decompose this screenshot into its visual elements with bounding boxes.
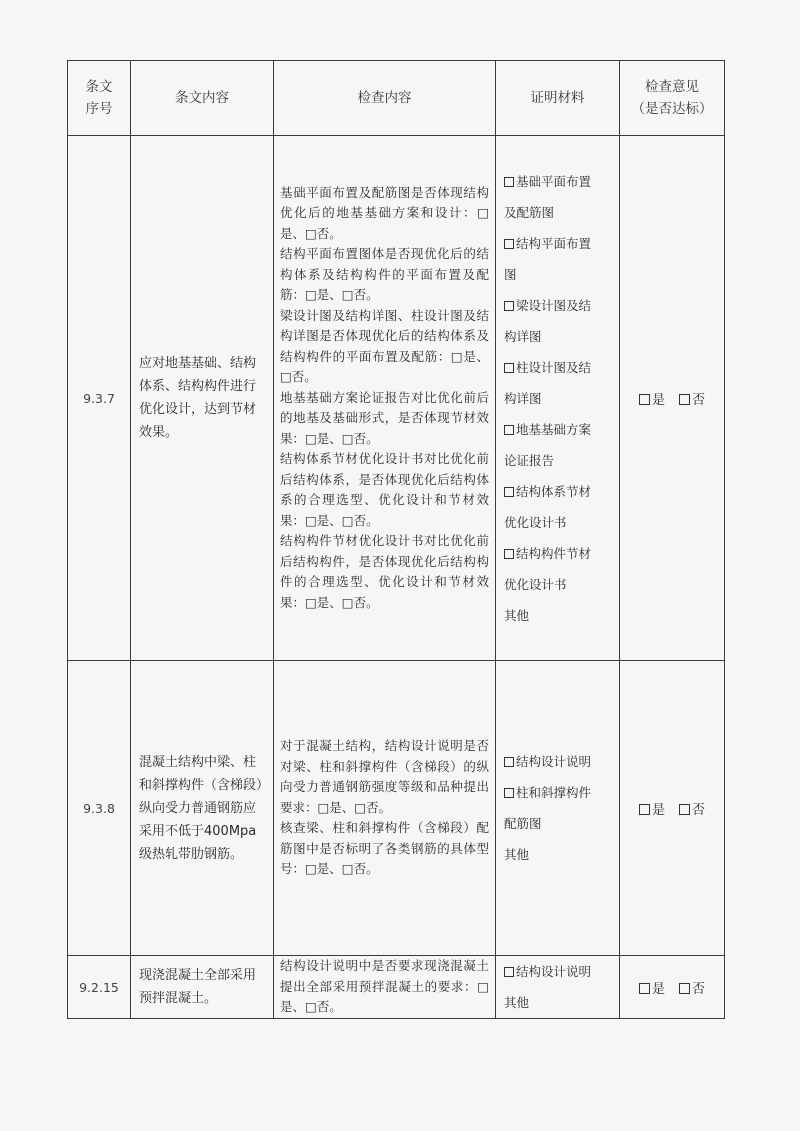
material-checkbox[interactable]: [504, 788, 514, 798]
inspection-table: [67, 60, 725, 1019]
opinion-yes-label: 是: [651, 981, 665, 997]
material-line: [504, 445, 611, 476]
material-label: 结构设计说明: [516, 754, 592, 769]
material-line: [504, 352, 611, 383]
material-line: [504, 290, 611, 321]
material-line: [504, 507, 611, 538]
check-item: 核查梁、柱和斜撑构件（含梯段）配筋图中是否标明了各类钢筋的具体型号：□是、□否。: [280, 820, 489, 877]
header-clause-content: 条文内容: [131, 61, 274, 136]
material-line: [504, 839, 611, 870]
material-label: 构详图: [504, 328, 542, 344]
check-item: 结构设计说明中是否要求现浇混凝土提出全部采用预拌混凝土的要求：□是、□否。: [280, 958, 489, 1015]
material-label: 优化设计书: [504, 576, 567, 592]
inspection-opinion: [620, 956, 725, 1019]
header-opinion: 检查意见 （是否达标）: [620, 61, 725, 136]
evidence-materials: [496, 661, 620, 956]
inspection-opinion: [620, 136, 725, 661]
material-label: 优化设计书: [504, 514, 567, 530]
material-checkbox[interactable]: [504, 487, 514, 497]
material-checkbox[interactable]: [504, 757, 514, 767]
check-content: [274, 661, 496, 956]
material-checkbox[interactable]: [504, 549, 514, 559]
material-line: [504, 414, 611, 445]
material-label: 图: [504, 266, 517, 282]
evidence-materials: [496, 136, 620, 661]
opinion-no-checkbox[interactable]: [679, 804, 690, 815]
clause-content: 混凝土结构中梁、柱和斜撑构件（含梯段）纵向受力普通钢筋应采用不低于400Mpa级热轧带肋钢筋。: [131, 661, 274, 956]
clause-content: 应对地基基础、结构体系、结构构件进行优化设计，达到节材效果。: [131, 136, 274, 661]
check-item: 结构平面布置图体是否现优化后的结构体系及结构构件的平面布置及配筋：□是、□否。: [280, 246, 489, 303]
opinion-no-label: 否: [692, 981, 706, 997]
material-label: 梁设计图及结: [516, 297, 592, 313]
material-line: [504, 228, 611, 259]
check-item: 结构体系节材优化设计书对比优化前后结构体系，是否体现优化后结构体系的合理选型、优化设计和节材效果：□是、□否。: [280, 451, 489, 528]
opinion-yes-checkbox[interactable]: [639, 804, 650, 815]
material-label: 其他: [504, 995, 530, 1010]
opinion-no-checkbox[interactable]: [679, 394, 690, 405]
material-label: 结构体系节材: [516, 483, 592, 499]
material-label: 其他: [504, 607, 530, 623]
check-item: 结构构件节材优化设计书对比优化前后结构构件，是否体现优化后结构构件的合理选型、优化设计和节材效果：□是、□否。: [280, 533, 489, 610]
check-item: 地基基础方案论证报告对比优化前后的地基及基础形式，是否体现节材效果：□是、□否。: [280, 389, 489, 446]
check-item: 梁设计图及结构详图、柱设计图及结构详图是否体现优化后的结构体系及结构构件的平面布置及配筋：□是、□否。: [280, 307, 489, 385]
evidence-materials: [496, 956, 620, 1019]
check-content: [274, 136, 496, 661]
table-row: [68, 956, 725, 1019]
material-label: 及配筋图: [504, 204, 555, 220]
material-line: [504, 259, 611, 290]
clause-content: 现浇混凝土全部采用预拌混凝土。: [131, 956, 274, 1019]
material-line: [504, 987, 611, 1018]
clause-number: 9.3.7: [68, 136, 131, 661]
clause-number: 9.2.15: [68, 956, 131, 1019]
material-line: [504, 197, 611, 228]
material-line: [504, 569, 611, 600]
check-content: [274, 956, 496, 1019]
material-label: 柱和斜撑构件: [516, 785, 592, 800]
opinion-no-label: 否: [692, 392, 706, 408]
table-row: [68, 661, 725, 956]
opinion-no-checkbox[interactable]: [679, 983, 690, 994]
opinion-yes-checkbox[interactable]: [639, 394, 650, 405]
table-header-row: [68, 61, 725, 136]
inspection-opinion: [620, 661, 725, 956]
material-label: 结构构件节材: [516, 545, 592, 561]
opinion-yes-label: 是: [651, 802, 665, 818]
material-checkbox[interactable]: [504, 301, 514, 311]
check-item: 对于混凝土结构，结构设计说明是否对梁、柱和斜撑构件（含梯段）的纵向受力普通钢筋强度等级和品种提出要求：□是、□否。: [280, 738, 489, 815]
material-label: 基础平面布置: [516, 173, 592, 189]
opinion-yes-checkbox[interactable]: [639, 983, 650, 994]
material-label: 配筋图: [504, 816, 542, 831]
material-label: 柱设计图及结: [516, 359, 592, 375]
material-checkbox[interactable]: [504, 363, 514, 373]
material-checkbox[interactable]: [504, 177, 514, 187]
material-checkbox[interactable]: [504, 967, 514, 977]
material-label: 其他: [504, 847, 530, 862]
material-line: [504, 538, 611, 569]
clause-number: 9.3.8: [68, 661, 131, 956]
material-line: [504, 600, 611, 631]
opinion-yes-label: 是: [651, 392, 665, 408]
material-line: [504, 476, 611, 507]
table-row: [68, 136, 725, 661]
header-clause-no: 条文 序号: [68, 61, 131, 136]
material-label: 论证报告: [504, 452, 555, 468]
material-line: [504, 321, 611, 352]
material-line: [504, 777, 611, 808]
material-label: 结构平面布置: [516, 235, 592, 251]
material-line: [504, 808, 611, 839]
check-item: 基础平面布置及配筋图是否体现结构优化后的地基基础方案和设计：□是、□否。: [280, 184, 489, 241]
header-materials: 证明材料: [496, 61, 620, 136]
material-line: [504, 383, 611, 414]
material-label: 结构设计说明: [516, 964, 592, 979]
material-checkbox[interactable]: [504, 239, 514, 249]
material-label: 地基基础方案: [516, 421, 592, 437]
material-checkbox[interactable]: [504, 425, 514, 435]
material-line: [504, 746, 611, 777]
opinion-no-label: 否: [692, 802, 706, 818]
header-check-content: 检查内容: [274, 61, 496, 136]
material-label: 构详图: [504, 390, 542, 406]
material-line: [504, 956, 611, 987]
material-line: [504, 166, 611, 197]
